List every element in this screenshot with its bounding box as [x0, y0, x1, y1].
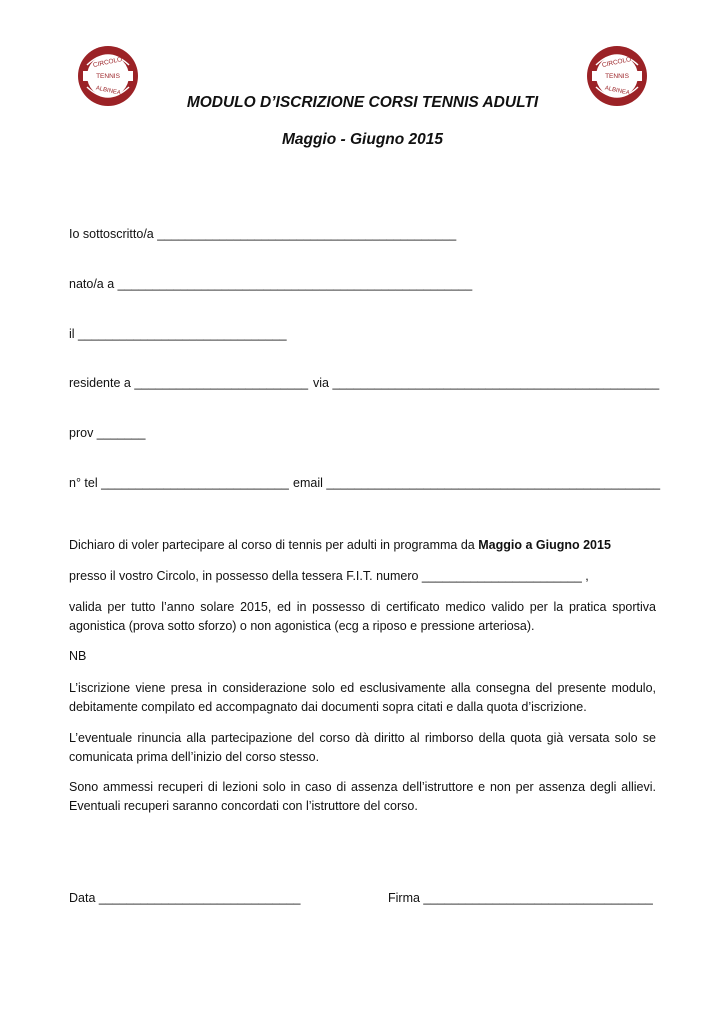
- field-data[interactable]: Data _____________________________: [69, 891, 301, 905]
- logo-line-tennis: TENNIS: [605, 73, 629, 80]
- logo-line-albinea: ALBINEA: [95, 85, 122, 97]
- field-tel[interactable]: n° tel ___________________________: [69, 476, 289, 490]
- declaration-text: Dichiaro di voler partecipare al corso di tennis per adulti in programma da: [69, 538, 479, 552]
- declaration-line-1: [69, 538, 611, 552]
- declaration-line-3: valida per tutto l’anno solare 2015, ed in possesso di certificato medico valido per la pratica sportiva agonistica (prova sotto sforzo) o non agonistica (ecg a riposo e pressione arteriosa).: [69, 600, 656, 633]
- field-email[interactable]: email ________________________________________________: [293, 476, 661, 490]
- note-iscrizione: L’iscrizione viene presa in considerazione solo ed esclusivamente alla consegna del presente modulo, debitamente compilato ed accompagnato dai documenti sopra citati e dalla quota d’iscrizione.: [69, 681, 656, 714]
- field-nato-a[interactable]: nato/a a ___________________________________________________: [69, 277, 473, 291]
- logo-line-circolo: CIRCOLO: [601, 56, 632, 70]
- note-recuperi: Sono ammessi recuperi di lezioni solo in caso di assenza dell’istruttore e non per assenza degli allievi. Eventuali recuperi saranno concordati con l’istruttore del corso.: [69, 780, 656, 813]
- note-rinuncia: L’eventuale rinuncia alla partecipazione del corso dà diritto al rimborso della quota già versata solo se comunicata prima dell’inizio del corso stesso.: [69, 731, 656, 764]
- field-residente[interactable]: residente a _________________________: [69, 376, 309, 390]
- field-prov[interactable]: prov _______: [69, 426, 146, 440]
- field-via[interactable]: via _______________________________________________: [313, 376, 660, 390]
- logo-line-circolo: CIRCOLO: [92, 56, 123, 70]
- logo-line-albinea: ALBINEA: [604, 85, 631, 97]
- declaration-line-2[interactable]: presso il vostro Circolo, in possesso della tessera F.I.T. numero _______________________ ,: [69, 569, 589, 583]
- form-subtitle: Maggio - Giugno 2015: [281, 131, 444, 148]
- nb-label: NB: [69, 649, 87, 663]
- form-title: MODULO D’ISCRIZIONE CORSI TENNIS ADULTI: [186, 94, 539, 111]
- field-sottoscritto[interactable]: Io sottoscritto/a ___________________________________________: [69, 227, 457, 241]
- field-il[interactable]: il ______________________________: [69, 327, 287, 341]
- declaration-period: Maggio a Giugno 2015: [478, 538, 611, 552]
- field-firma[interactable]: Firma _________________________________: [388, 891, 653, 905]
- logo-line-tennis: TENNIS: [96, 73, 120, 80]
